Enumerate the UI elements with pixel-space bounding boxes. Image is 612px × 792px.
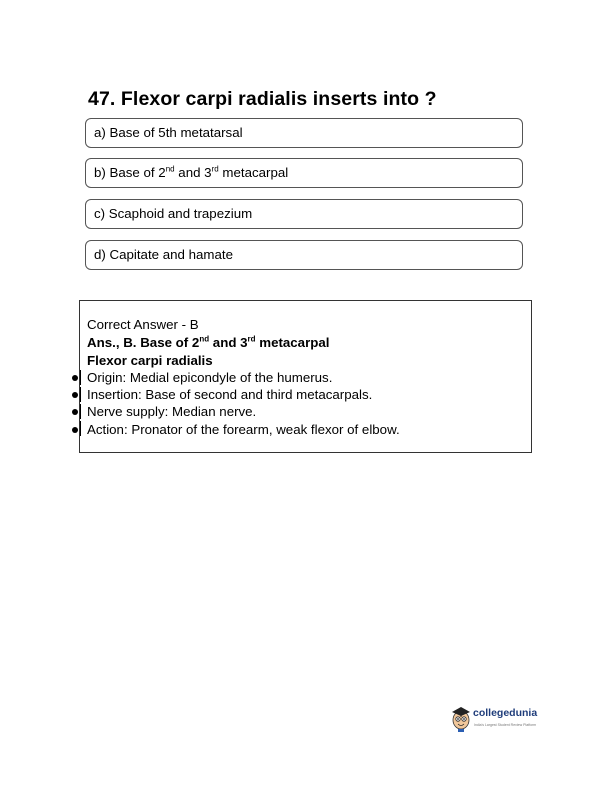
bullet-divider — [80, 387, 81, 402]
bullet-item: Insertion: Base of second and third metacarpals. — [87, 387, 373, 402]
bullet-divider — [80, 370, 81, 385]
option-c[interactable] — [85, 199, 523, 229]
logo-tagline: India's Largest Student Review Platform — [474, 723, 537, 727]
bullet-item: Nerve supply: Median nerve. — [87, 404, 257, 419]
answer-heading: Flexor carpi radialis — [87, 353, 213, 368]
bullet-divider — [80, 404, 81, 419]
bullet-divider — [80, 421, 81, 436]
option-d-label: d) Capitate and hamate — [94, 247, 233, 262]
correct-answer-text: Correct Answer - B — [87, 317, 199, 332]
bullet-icon — [72, 392, 78, 398]
option-c-label: c) Scaphoid and trapezium — [94, 206, 253, 221]
bullet-item: Action: Pronator of the forearm, weak flexor of elbow. — [87, 422, 400, 437]
bullet-icon — [72, 409, 78, 415]
option-a-label: a) Base of 5th metatarsal — [94, 125, 243, 140]
collegedunia-logo — [449, 703, 549, 735]
bullet-icon — [72, 427, 78, 433]
question-title: 47. Flexor carpi radialis inserts into ? — [88, 88, 437, 110]
option-d[interactable] — [85, 240, 523, 270]
option-b[interactable] — [85, 158, 523, 188]
option-b-label: b) Base of 2nd and 3rd metacarpal — [94, 164, 289, 180]
bullet-icon — [72, 375, 78, 381]
bullet-item: Origin: Medial epicondyle of the humerus. — [87, 370, 333, 385]
mascot-icon — [449, 703, 473, 733]
option-a[interactable] — [85, 118, 523, 148]
logo-wordmark: collegedunia — [473, 707, 538, 719]
answer-explanation-title: Ans., B. Base of 2nd and 3rd metacarpal — [87, 334, 330, 350]
